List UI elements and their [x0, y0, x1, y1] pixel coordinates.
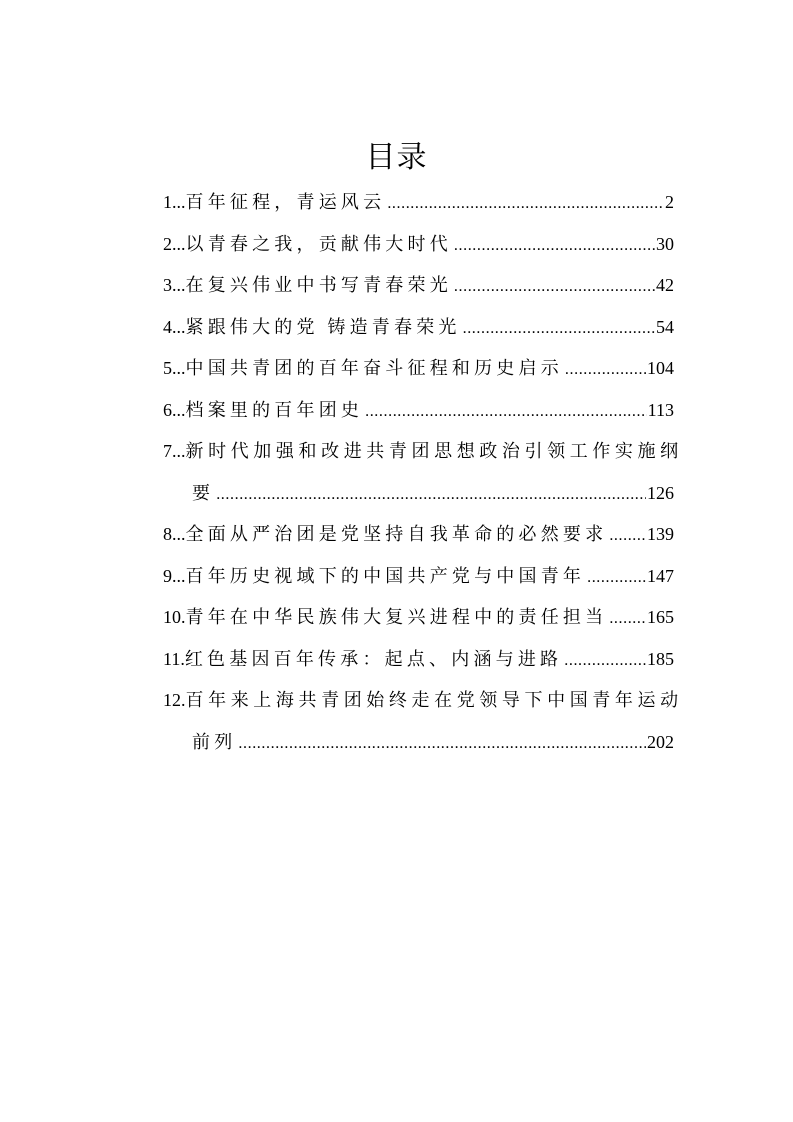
- toc-entry-3[interactable]: [163, 269, 674, 311]
- entry-page: 139: [647, 524, 674, 544]
- entry-title: 红色基因百年传承：起点、内涵与进路: [184, 648, 563, 669]
- entry-page: 42: [656, 275, 674, 295]
- dot-leader: [609, 520, 646, 552]
- entry-title-line-1: 新时代加强和改进共青团思想政治引领工作实施纲: [185, 441, 683, 461]
- entry-number: 5...: [163, 358, 186, 378]
- dot-leader: [565, 354, 646, 386]
- entry-page: 126: [647, 482, 674, 503]
- entry-page: 104: [647, 358, 674, 378]
- toc-entry-9[interactable]: [163, 560, 674, 602]
- dot-leader: [454, 271, 655, 303]
- toc-entry-7[interactable]: [163, 435, 683, 477]
- toc-entry-8[interactable]: [163, 518, 674, 560]
- dot-leader: [463, 313, 655, 345]
- entry-title: 紧跟伟大的党 铸造青春荣光: [185, 316, 461, 337]
- entry-title: 以青春之我，贡献伟大时代: [185, 233, 452, 254]
- toc-entry-11[interactable]: [163, 643, 674, 685]
- toc-entry-10[interactable]: [163, 601, 674, 643]
- entry-number: 7...: [163, 441, 186, 461]
- dot-leader: [564, 645, 646, 677]
- toc-title: 目录: [365, 141, 428, 174]
- entry-page: 202: [647, 731, 674, 752]
- toc-entry-7-continuation[interactable]: [163, 477, 674, 519]
- entry-number: 9...: [163, 565, 186, 586]
- toc-entry-12[interactable]: [163, 684, 683, 726]
- entry-title: 中国共青团的百年奋斗征程和历史启示: [185, 358, 563, 378]
- toc-entry-2[interactable]: [163, 228, 674, 270]
- entry-page: 147: [647, 565, 674, 586]
- entry-page: 185: [647, 648, 674, 669]
- entry-number: 10.: [163, 607, 186, 627]
- entry-title: 百年征程，青运风云: [185, 192, 386, 212]
- entry-number: 2...: [163, 233, 186, 254]
- entry-title-line-2: 前列: [192, 731, 237, 752]
- entry-page: 113: [647, 399, 674, 420]
- dot-leader: [238, 728, 646, 760]
- entry-title-line-1: 百年来上海共青团始终走在党领导下中国青年运动: [185, 690, 683, 710]
- entry-number: 6...: [163, 399, 186, 420]
- entry-title: 在复兴伟业中书写青春荣光: [185, 275, 452, 295]
- entry-page: 54: [656, 316, 674, 337]
- dot-leader: [609, 603, 646, 635]
- entry-title-line-2: 要: [192, 482, 215, 503]
- toc-entry-5[interactable]: [163, 352, 674, 394]
- toc-entry-6[interactable]: [163, 394, 674, 436]
- entry-page: 2: [665, 192, 674, 212]
- dot-leader: [454, 230, 655, 262]
- entry-page: 30: [656, 233, 674, 254]
- dot-leader: [365, 396, 647, 428]
- toc-entry-4[interactable]: [163, 311, 674, 353]
- entry-number: 11.: [163, 648, 185, 669]
- toc-entry-12-continuation[interactable]: [163, 726, 674, 768]
- entry-title: 青年在中华民族伟大复兴进程中的责任担当: [185, 607, 608, 627]
- entry-number: 4...: [163, 316, 186, 337]
- dot-leader: [587, 562, 646, 594]
- dot-leader: [216, 479, 646, 511]
- entry-number: 8...: [163, 524, 186, 544]
- dot-leader: [387, 188, 664, 220]
- entry-number: 12.: [163, 690, 186, 710]
- entry-page: 165: [647, 607, 674, 627]
- entry-title: 档案里的百年团史: [185, 399, 364, 420]
- entry-number: 3...: [163, 275, 186, 295]
- entry-title: 百年历史视域下的中国共产党与中国青年: [185, 565, 586, 586]
- entry-title: 全面从严治团是党坚持自我革命的必然要求: [185, 524, 608, 544]
- table-of-contents: [163, 186, 683, 767]
- toc-entry-1[interactable]: [163, 186, 674, 228]
- entry-number: 1...: [163, 192, 186, 212]
